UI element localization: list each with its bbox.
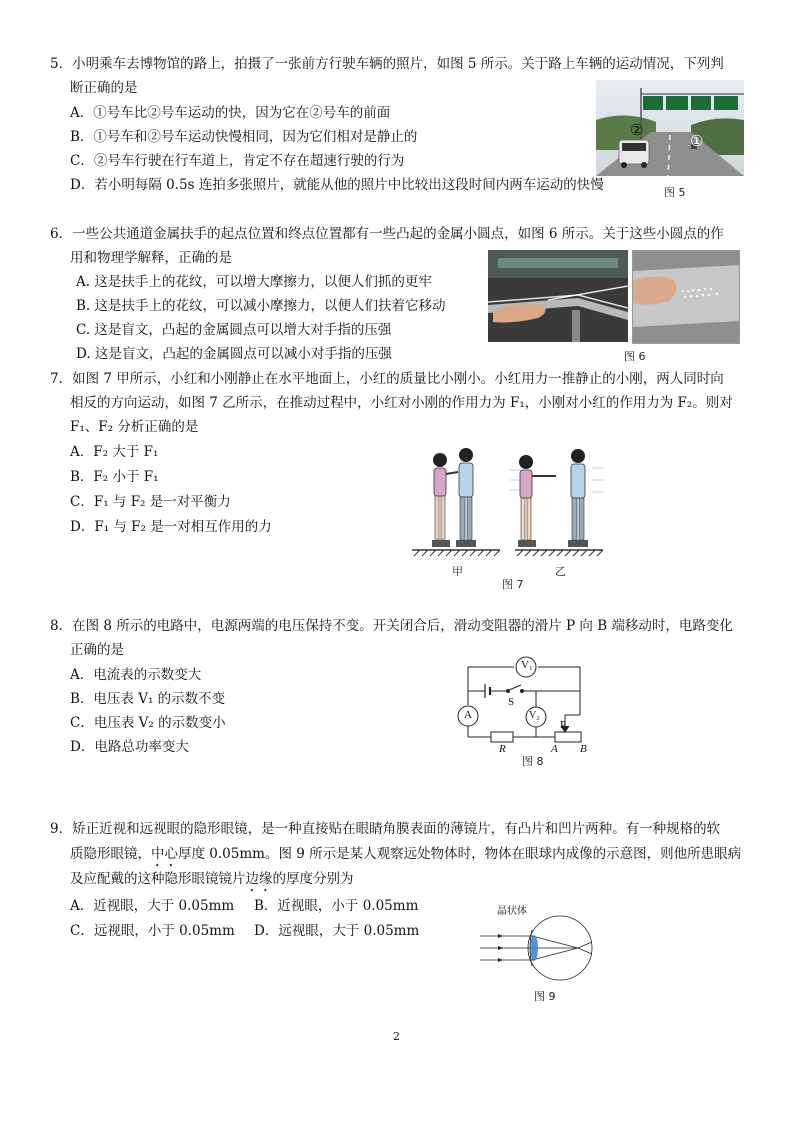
fig8-slider-p-label: P [560,719,567,731]
q7-option-c: C．F₁ 与 F₂ 是一对平衡力 [70,494,231,510]
page-number: 2 [393,1030,400,1043]
q8-option-a: A．电流表的示数变大 [70,667,202,683]
q6-option-d: D. 这是盲文，凸起的金属圆点可以减小对手指的压强 [76,346,392,362]
q8-stem-line2: 正确的是 [70,642,124,658]
q9-emphasis-center: 中心 [151,846,178,862]
fig6-closeup-photo [632,250,740,344]
q5-stem-line1: 5．小明乘车去博物馆的路上，拍摄了一张前方行驶车辆的照片，如图 5 所示。关于路上车辆的运动情况，下列判 [50,56,724,72]
fig6-handrail-photo [488,250,628,342]
fig8-v1-label: V₁ [521,659,533,671]
q8-stem-line1: 8．在图 8 所示的电路中，电源两端的电压保持不变。开关闭合后，滑动变阻器的滑片 P 向 B 端移动时，电路变化 [50,618,733,634]
fig8-v2-label: V₂ [529,710,540,721]
fig8-switch-label: S [508,696,515,708]
q5-option-b: B．①号车和②号车运动快慢相同，因为它们相对是静止的 [70,129,418,145]
q9-option-b: B．近视眼，小于 0.05mm [254,898,419,914]
fig9-eye-diagram [480,912,600,984]
q9-line3-part1: 及应配戴的这种隐形眼镜镜片 [70,871,246,887]
q5-option-d: D．若小明每隔 0.5s 连拍多张照片，就能从他的照片中比较出这段时间内两车运动的快慢 [70,177,604,193]
q6-stem-line1: 6．一些公共通道金属扶手的起点位置和终点位置都有一些凸起的金属小圆点，如图 6 所示。关于这些小圆点的作 [50,226,724,242]
q6-stem-line2: 用和物理学解释，正确的是 [70,250,232,266]
q8-option-c: C．电压表 V₂ 的示数变小 [70,715,226,731]
fig8-caption: 图 8 [522,755,544,768]
q6-option-b: B. 这是扶手上的花纹，可以减小摩擦力，以便人们扶着它移动 [76,298,446,314]
fig5-car1-marker: ① [690,132,704,150]
q7-stem-line3: F₁、F₂ 分析正确的是 [70,419,199,435]
q9-line3-part2: 的厚度分别为 [272,871,354,887]
fig8-resistor-r-label: R [499,743,506,755]
fig8-end-a-label: A [551,743,558,755]
q9-stem-line3 [70,870,354,895]
fig5-road-photo [596,80,744,176]
q9-option-a: A．近视眼，大于 0.05mm [70,898,235,914]
fig8-ammeter-label: A [464,709,472,721]
fig6-caption: 图 6 [624,350,646,363]
q5-stem-line2: 断正确的是 [70,80,138,96]
q6-option-a: A. 这是扶手上的花纹，可以增大摩擦力，以便人们抓的更牢 [76,274,432,290]
q9-line2-part1: 质隐形眼镜， [70,846,151,862]
fig7-caption: 图 7 [502,578,524,591]
fig5-car2-marker: ② [630,121,644,139]
q9-line2-part2: 厚度 0.05mm。图 9 所示是某人观察远处物体时，物体在眼球内成像的示意图，则他所患眼病 [178,846,742,862]
q7-stem-line2: 相反的方向运动，如图 7 乙所示，在推动过程中，小红对小刚的作用力为 F₁，小刚对小红的作用力为 F₂。则对 [70,395,733,411]
q8-option-d: D．电路总功率变大 [70,739,189,755]
q9-emphasis-edge: 边缘 [245,871,273,887]
fig5-caption: 图 5 [664,186,686,199]
q9-option-d: D．远视眼，大于 0.05mm [254,923,420,939]
fig9-lens-label: 晶状体 [497,906,527,917]
q9-option-c: C．远视眼，小于 0.05mm [70,923,235,939]
q9-stem-line2 [70,845,741,870]
q7-option-b: B．F₂ 小于 F₁ [70,469,159,485]
q7-option-d: D．F₁ 与 F₂ 是一对相互作用的力 [70,519,272,535]
q8-option-b: B．电压表 V₁ 的示数不变 [70,691,226,707]
q5-option-c: C．②号车行驶在行车道上，肯定不存在超速行驶的行为 [70,153,405,169]
q6-option-c: C. 这是盲文，凸起的金属圆点可以增大对手指的压强 [76,322,392,338]
q9-stem-line1: 9．矫正近视和远视眼的隐形眼镜，是一种直接贴在眼睛角膜表面的薄镜片，有凸片和凹片两种。有一种规格的软 [50,821,721,837]
fig7-skaters-illustration [410,440,610,565]
fig7-sublabel-yi: 乙 [555,565,566,578]
q5-option-a: A．①号车比②号车运动的快，因为它在②号车的前面 [70,105,391,121]
q7-option-a: A．F₂ 大于 F₁ [70,444,159,460]
fig7-sublabel-jia: 甲 [452,565,463,578]
fig9-caption: 图 9 [534,990,556,1003]
q7-stem-line1: 7．如图 7 甲所示，小红和小刚静止在水平地面上，小红的质量比小刚小。小红用力一推静止的小刚，两人同时向 [50,371,724,387]
fig8-end-b-label: B [580,743,587,755]
